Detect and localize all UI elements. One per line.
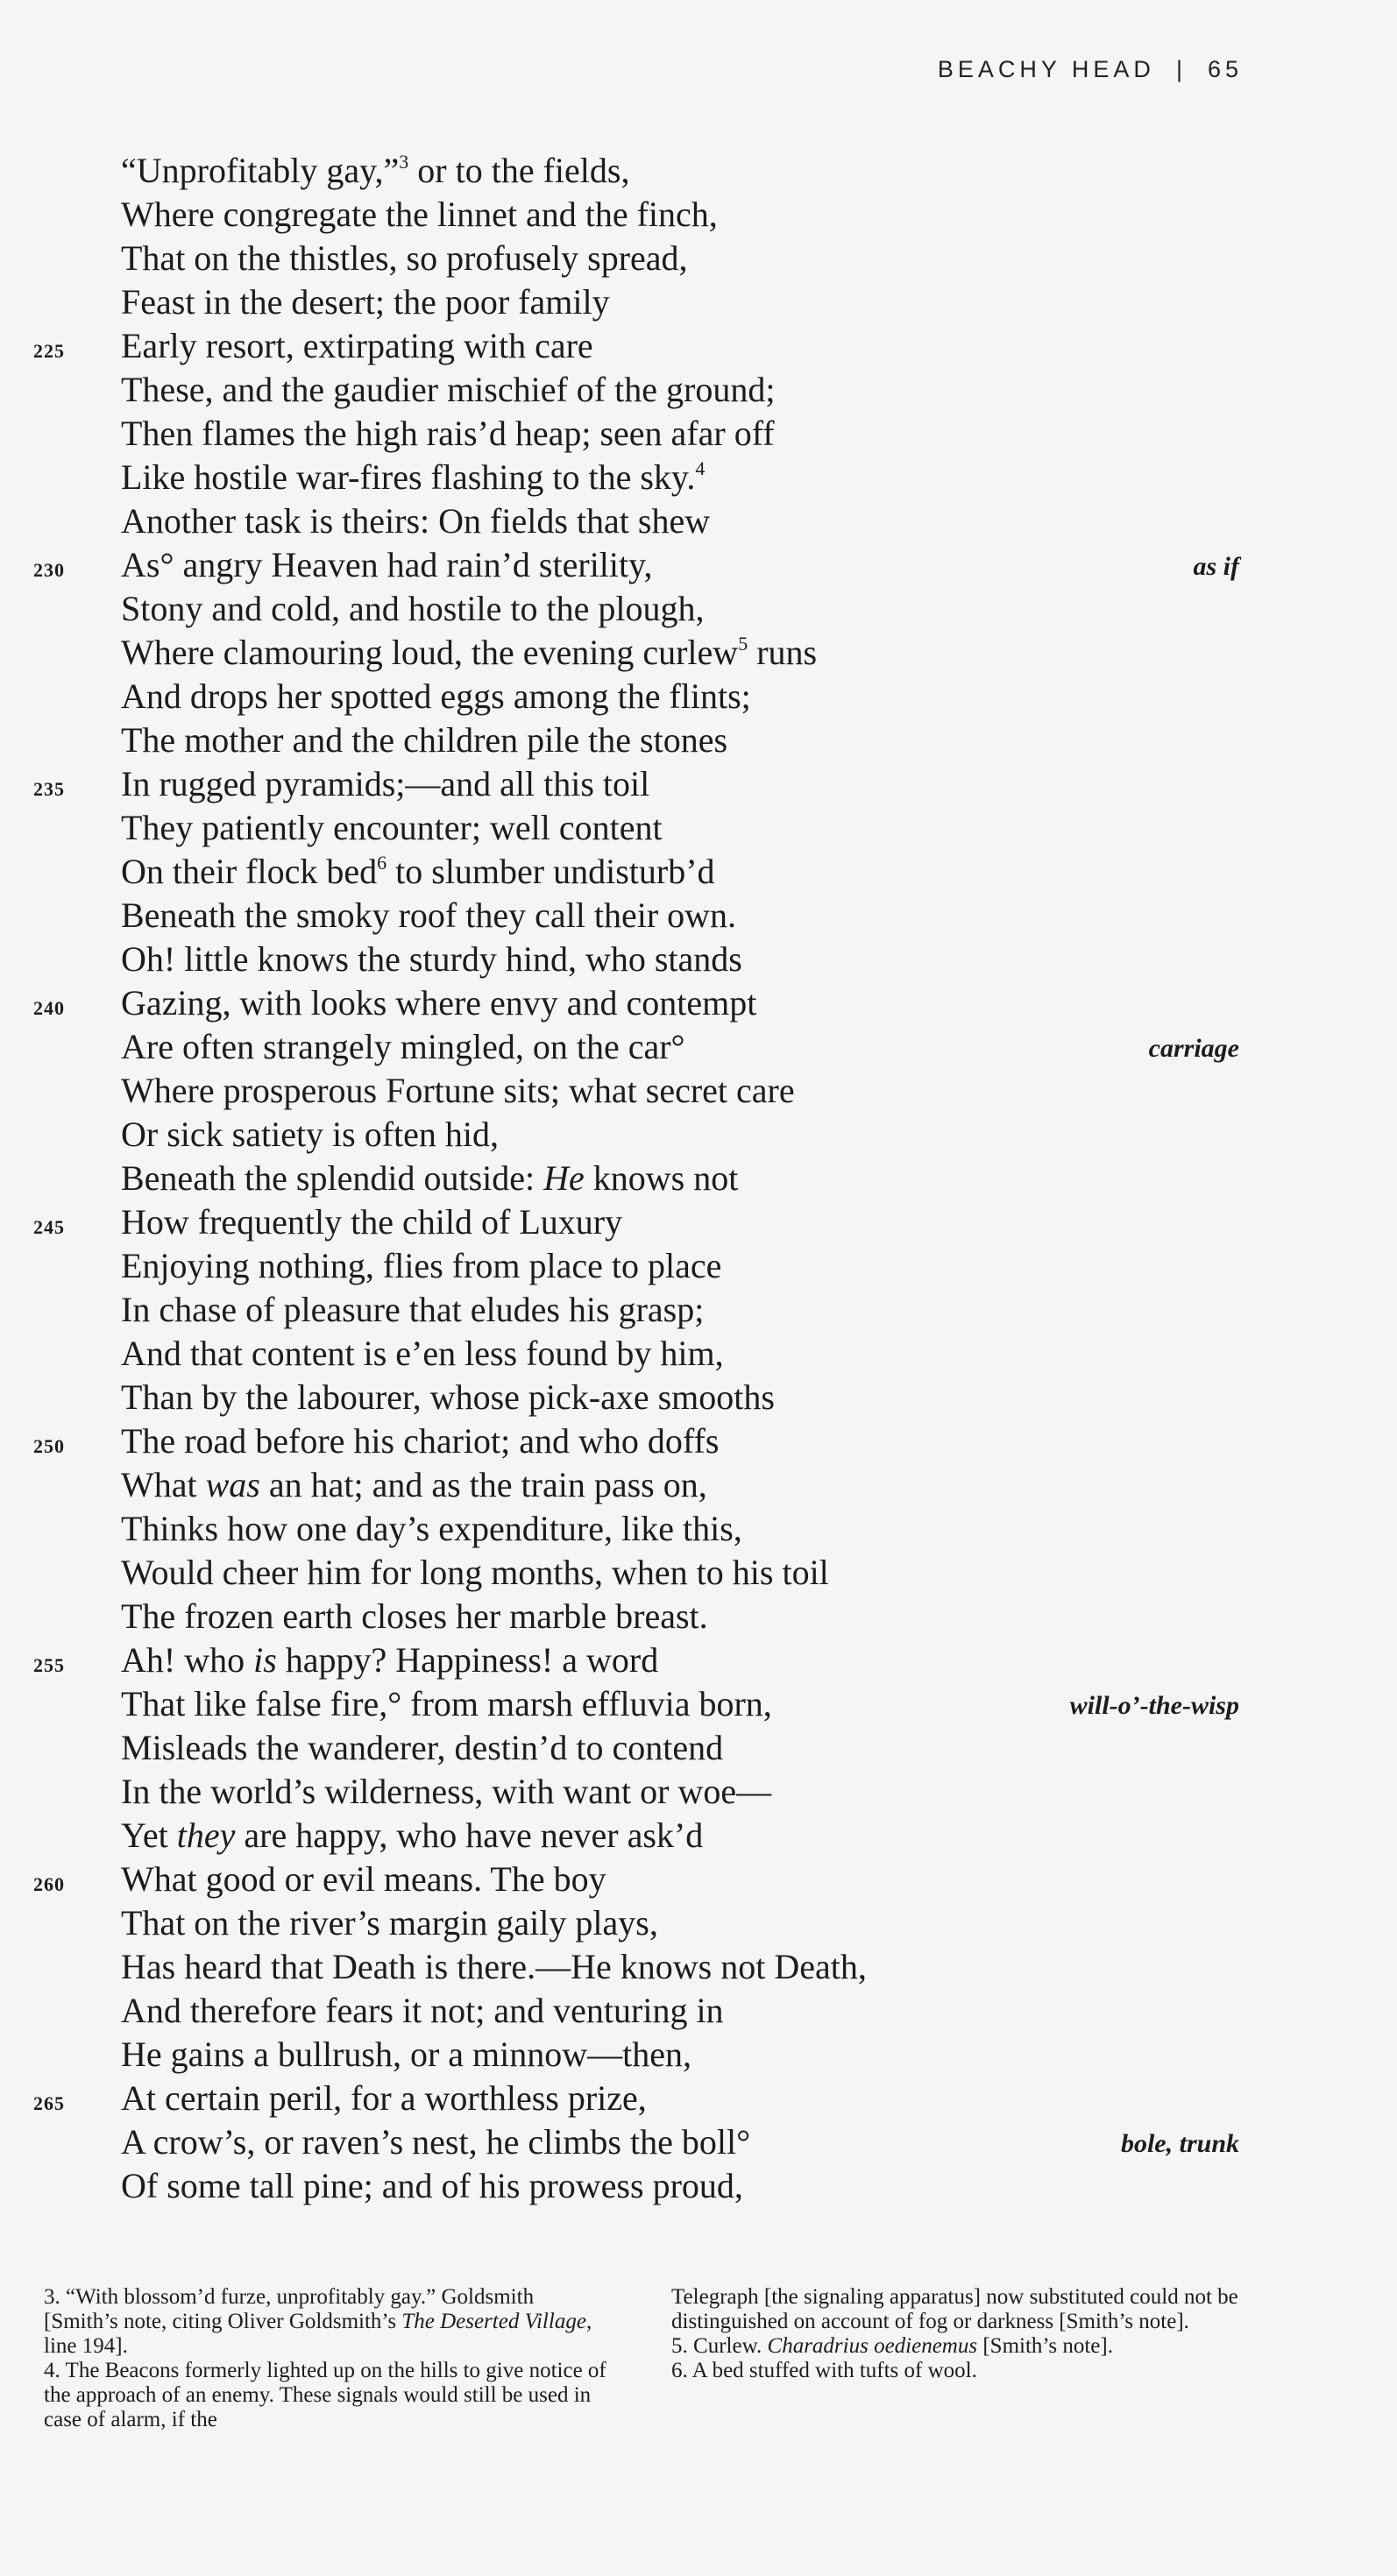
poem-line bbox=[0, 894, 1397, 938]
line-text bbox=[121, 2164, 743, 2208]
text-segment: That on the river’s margin gaily plays, bbox=[121, 1903, 658, 1943]
text-segment: , line 194]. bbox=[44, 2310, 592, 2358]
poem-line bbox=[0, 1814, 1397, 1858]
line-text bbox=[121, 1638, 658, 1682]
poem-line bbox=[0, 718, 1397, 762]
marginal-gloss: bole, trunk bbox=[1120, 2129, 1239, 2158]
poem-line bbox=[0, 1463, 1397, 1507]
poem-line bbox=[0, 938, 1397, 981]
line-text bbox=[121, 1682, 772, 1726]
text-segment: Stony and cold, and hostile to the plough, bbox=[121, 589, 705, 628]
poem-line bbox=[0, 543, 1397, 587]
footnote bbox=[671, 2334, 1245, 2359]
text-segment: At certain peril, for a worthless prize, bbox=[121, 2078, 647, 2118]
text-segment: Telegraph [the signaling apparatus] now substituted could not be distinguished on account of fog or darkness [Smith’s note]. bbox=[671, 2285, 1238, 2333]
text-segment: Misleads the wanderer, destin’d to contend bbox=[121, 1728, 724, 1767]
text-segment: knows not bbox=[584, 1158, 739, 1198]
text-segment: In chase of pleasure that eludes his grasp; bbox=[121, 1290, 705, 1329]
text-segment: Like hostile war-fires flashing to the sky. bbox=[121, 457, 696, 497]
italic-text: The Deserted Village bbox=[401, 2310, 586, 2333]
poem-line bbox=[0, 2033, 1397, 2077]
footnotes bbox=[44, 2285, 1245, 2432]
text-segment: happy? Happiness! a word bbox=[276, 1640, 659, 1680]
poem-body bbox=[0, 149, 1397, 2208]
marginal-gloss: as if bbox=[1193, 552, 1239, 581]
line-text bbox=[121, 1551, 829, 1595]
text-segment: And therefore fears it not; and venturing in bbox=[121, 1991, 724, 2030]
line-text bbox=[121, 1770, 771, 1814]
line-text bbox=[121, 2120, 750, 2164]
text-segment: [Smith’s note]. bbox=[977, 2334, 1113, 2358]
text-segment: 3. “With blossom’d furze, unprofitably gay.” Goldsmith [Smith’s note, citing Oliver Goldsmith’s bbox=[44, 2285, 535, 2333]
text-segment: He gains a bullrush, or a minnow—then, bbox=[121, 2035, 691, 2074]
line-text bbox=[121, 193, 718, 237]
text-segment: On their flock bed bbox=[121, 852, 378, 891]
poem-line bbox=[0, 456, 1397, 499]
line-number: 260 bbox=[33, 1873, 65, 1895]
text-segment: “Unprofitably gay,” bbox=[121, 151, 400, 190]
line-text bbox=[121, 237, 688, 280]
poem-line bbox=[0, 1025, 1397, 1069]
line-text bbox=[121, 499, 710, 543]
text-segment: Where congregate the linnet and the finch, bbox=[121, 195, 718, 234]
text-segment: 6. A bed stuffed with tufts of wool. bbox=[671, 2359, 977, 2382]
poem-line bbox=[0, 1901, 1397, 1945]
italic-text: was bbox=[205, 1465, 260, 1504]
text-segment: In rugged pyramids;—and all this toil bbox=[121, 764, 650, 803]
line-text bbox=[121, 1858, 606, 1901]
text-segment: How frequently the child of Luxury bbox=[121, 1202, 623, 1242]
line-text bbox=[121, 894, 736, 938]
page-number: 65 bbox=[1207, 56, 1243, 82]
text-segment: That like false fire,° from marsh effluvia born, bbox=[121, 1684, 772, 1723]
line-text bbox=[121, 587, 705, 631]
poem-line bbox=[0, 2077, 1397, 2120]
poem-line bbox=[0, 762, 1397, 806]
running-title: BEACHY HEAD bbox=[937, 56, 1155, 82]
poem-line bbox=[0, 1551, 1397, 1595]
line-text bbox=[121, 675, 751, 718]
text-segment: That on the thistles, so profusely spread, bbox=[121, 238, 688, 278]
line-number: 235 bbox=[33, 778, 65, 800]
line-text bbox=[121, 1113, 499, 1157]
text-segment: Beneath the splendid outside: bbox=[121, 1158, 544, 1198]
footnote bbox=[44, 2359, 610, 2432]
text-segment: 4. The Beacons formerly lighted up on the hills to give notice of the approach of an enemy. These signals would still be used in case of alarm, if the bbox=[44, 2359, 606, 2431]
text-segment: In the world’s wilderness, with want or woe— bbox=[121, 1772, 772, 1811]
running-header bbox=[938, 56, 1243, 83]
text-segment: Of some tall pine; and of his prowess proud, bbox=[121, 2166, 743, 2205]
text-segment: Where prosperous Fortune sits; what secret care bbox=[121, 1071, 795, 1110]
line-text bbox=[121, 938, 742, 981]
text-segment: Yet bbox=[121, 1815, 177, 1855]
text-segment: And that content is e’en less found by him, bbox=[121, 1334, 724, 1373]
line-text bbox=[121, 1025, 685, 1069]
line-number: 255 bbox=[33, 1654, 65, 1676]
line-text bbox=[121, 981, 756, 1025]
line-text bbox=[121, 2033, 691, 2077]
text-segment: 5. Curlew. bbox=[671, 2334, 768, 2358]
poem-line bbox=[0, 806, 1397, 850]
line-text bbox=[121, 456, 705, 499]
text-segment: What good or evil means. The boy bbox=[121, 1859, 606, 1899]
poem-line bbox=[0, 193, 1397, 237]
text-segment: Where clamouring loud, the evening curlew bbox=[121, 633, 739, 672]
poem-line bbox=[0, 324, 1397, 368]
line-text bbox=[121, 1595, 708, 1638]
text-segment: are happy, who have never ask’d bbox=[235, 1815, 704, 1855]
text-segment: And drops her spotted eggs among the flints; bbox=[121, 676, 751, 716]
poem-line bbox=[0, 1770, 1397, 1814]
italic-text: Charadrius oedienemus bbox=[767, 2334, 978, 2358]
line-number: 240 bbox=[33, 997, 65, 1019]
text-segment: These, and the gaudier mischief of the ground; bbox=[121, 370, 776, 409]
poem-line bbox=[0, 1638, 1397, 1682]
line-text bbox=[121, 1901, 658, 1945]
text-segment: Oh! little knows the sturdy hind, who stands bbox=[121, 939, 742, 979]
text-segment: Has heard that Death is there.—He knows not Death, bbox=[121, 1947, 867, 1986]
text-segment: Would cheer him for long months, when to his toil bbox=[121, 1553, 829, 1592]
line-text bbox=[121, 149, 629, 193]
text-segment: Early resort, extirpating with care bbox=[121, 326, 593, 365]
poem-line bbox=[0, 1200, 1397, 1244]
line-text bbox=[121, 1945, 867, 1989]
footnote-ref: 4 bbox=[695, 457, 706, 479]
poem-line bbox=[0, 2164, 1397, 2208]
footnotes-right-column bbox=[671, 2285, 1245, 2432]
poem-line bbox=[0, 1113, 1397, 1157]
line-text bbox=[121, 1989, 724, 2033]
text-segment: Another task is theirs: On fields that shew bbox=[121, 501, 711, 541]
poem-line bbox=[0, 981, 1397, 1025]
line-text bbox=[121, 1376, 775, 1419]
text-segment: Thinks how one day’s expenditure, like this, bbox=[121, 1509, 742, 1548]
poem-line bbox=[0, 1858, 1397, 1901]
text-segment: Feast in the desert; the poor family bbox=[121, 282, 610, 322]
text-segment: What bbox=[121, 1465, 206, 1504]
line-text bbox=[121, 718, 727, 762]
poem-line bbox=[0, 1945, 1397, 1989]
line-text bbox=[121, 1463, 707, 1507]
footnote bbox=[44, 2285, 610, 2359]
poem-line bbox=[0, 850, 1397, 894]
poem-line bbox=[0, 1989, 1397, 2033]
poem-line bbox=[0, 1507, 1397, 1551]
footnote-ref: 3 bbox=[399, 151, 409, 173]
poem-line bbox=[0, 499, 1397, 543]
line-text bbox=[121, 1332, 724, 1376]
line-text bbox=[121, 543, 653, 587]
text-segment: or to the fields, bbox=[408, 151, 630, 190]
text-segment: A crow’s, or raven’s nest, he climbs the boll° bbox=[121, 2122, 751, 2162]
text-segment: The mother and the children pile the stones bbox=[121, 720, 728, 760]
poem-line bbox=[0, 1726, 1397, 1770]
footnotes-left-column bbox=[44, 2285, 610, 2432]
line-text bbox=[121, 324, 593, 368]
poem-line bbox=[0, 1288, 1397, 1332]
line-text bbox=[121, 806, 663, 850]
text-segment: They patiently encounter; well content bbox=[121, 808, 663, 847]
poem-line bbox=[0, 675, 1397, 718]
text-segment: to slumber undisturb’d bbox=[386, 852, 715, 891]
poem-line bbox=[0, 1419, 1397, 1463]
text-segment: The frozen earth closes her marble breast. bbox=[121, 1596, 708, 1636]
line-text bbox=[121, 1157, 738, 1200]
poem-line bbox=[0, 1376, 1397, 1419]
line-number: 245 bbox=[33, 1216, 65, 1238]
text-segment: runs bbox=[748, 633, 818, 672]
poem-line bbox=[0, 1332, 1397, 1376]
line-text bbox=[121, 1244, 721, 1288]
poem-line bbox=[0, 631, 1397, 675]
line-text bbox=[121, 2077, 647, 2120]
text-segment: Gazing, with looks where envy and contempt bbox=[121, 983, 757, 1023]
italic-text: He bbox=[543, 1158, 585, 1198]
line-text bbox=[121, 850, 715, 894]
text-segment: The road before his chariot; and who doffs bbox=[121, 1421, 720, 1461]
text-segment: Beneath the smoky roof they call their own. bbox=[121, 895, 737, 935]
text-segment: Ah! who bbox=[121, 1640, 254, 1680]
line-text bbox=[121, 1419, 719, 1463]
line-number: 265 bbox=[33, 2092, 65, 2114]
line-text bbox=[121, 280, 610, 324]
line-text bbox=[121, 1726, 723, 1770]
text-segment: Then flames the high rais’d heap; seen afar off bbox=[121, 414, 775, 453]
text-segment: Enjoying nothing, flies from place to place bbox=[121, 1246, 722, 1285]
line-text bbox=[121, 412, 775, 456]
marginal-gloss: will-o’-the-wisp bbox=[1069, 1691, 1239, 1720]
text-segment: Or sick satiety is often hid, bbox=[121, 1115, 500, 1154]
text-segment: an hat; and as the train pass on, bbox=[259, 1465, 707, 1504]
poem-line bbox=[0, 1682, 1397, 1726]
italic-text: they bbox=[176, 1815, 236, 1855]
text-segment: Than by the labourer, whose pick-axe smooths bbox=[121, 1377, 775, 1417]
poem-line bbox=[0, 2120, 1397, 2164]
poem-line bbox=[0, 368, 1397, 412]
footnote bbox=[671, 2359, 1245, 2383]
poem-line bbox=[0, 587, 1397, 631]
line-number: 230 bbox=[33, 559, 65, 581]
poem-line bbox=[0, 237, 1397, 280]
line-number: 250 bbox=[33, 1435, 65, 1457]
line-number: 225 bbox=[33, 340, 65, 362]
poem-line bbox=[0, 1595, 1397, 1638]
text-segment: Are often strangely mingled, on the car° bbox=[121, 1027, 685, 1066]
text-segment: As° angry Heaven had rain’d sterility, bbox=[121, 545, 653, 584]
line-text bbox=[121, 368, 775, 412]
line-text bbox=[121, 631, 817, 675]
poem-line bbox=[0, 280, 1397, 324]
poem-line bbox=[0, 149, 1397, 193]
line-text bbox=[121, 1814, 703, 1858]
poem-line bbox=[0, 1069, 1397, 1113]
footnote bbox=[671, 2285, 1245, 2334]
footnote-ref: 6 bbox=[377, 852, 387, 874]
poem-line bbox=[0, 1244, 1397, 1288]
marginal-gloss: carriage bbox=[1148, 1034, 1239, 1063]
line-text bbox=[121, 1507, 742, 1551]
poem-line bbox=[0, 1157, 1397, 1200]
line-text bbox=[121, 1069, 795, 1113]
line-text bbox=[121, 762, 649, 806]
poem-line bbox=[0, 412, 1397, 456]
line-text bbox=[121, 1200, 622, 1244]
header-separator: | bbox=[1175, 56, 1187, 82]
italic-text: is bbox=[253, 1640, 277, 1680]
footnote-ref: 5 bbox=[738, 633, 748, 655]
line-text bbox=[121, 1288, 704, 1332]
